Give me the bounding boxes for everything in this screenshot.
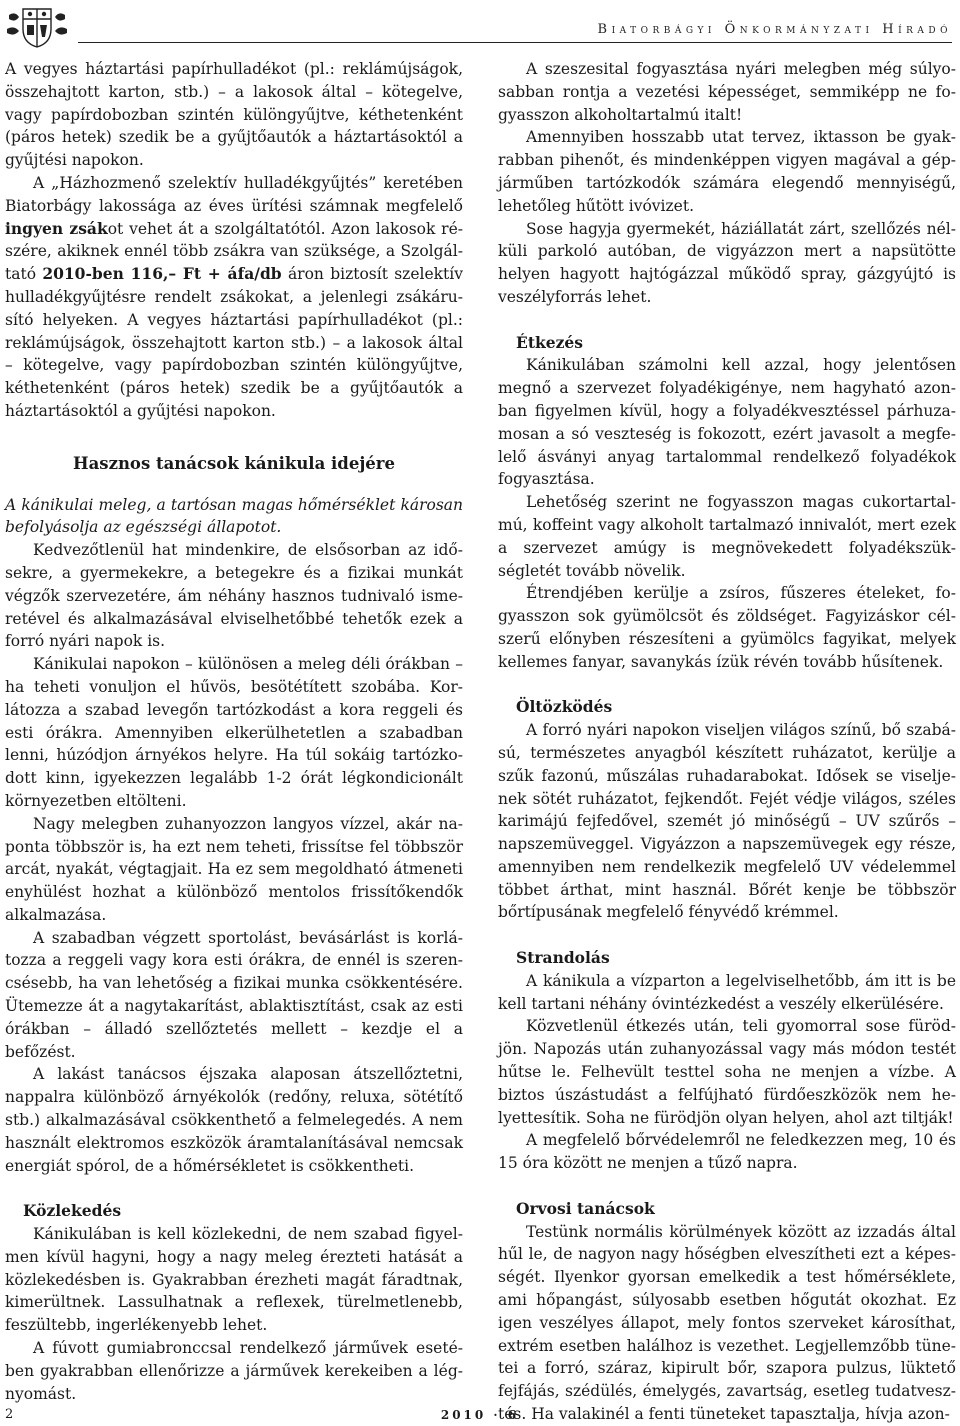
paragraph: Kánikulai napokon – különösen a meleg déli órákban – ha teheti vonuljon el hűvös, besötétített szobába. Korlátozza a szabad levegőn tartózkodást a kora reggeli és esti órákra. Amennyiben elkerülhetetlen a szabadban lenni, húzódjon árnyékos helyre. Ha túl sokáig tartózkodott kinn, igyekezzen legalább 1-2 órát légkondicionált környezetben eltölteni. [5,655,463,810]
bold-text-run: 2010-ben 116,– Ft + áfa/db [42,264,282,284]
paragraph: Közvetlenül étkezés után, teli gyomorral sose fürödjön. Napozás után zuhanyozással vagy más módon testét hűtse le. Felhevült testtel soha ne menjen a vízbe. A biztos úszástudást a felfújható fürdőeszközök nem helyettesítik. Soha ne fürödjön olyan helyen, ahol azt tiltják! [498,1017,956,1127]
coat-of-arms-logo [5,5,69,49]
section-heading-orvosi: Orvosi tanácsok [516,1198,655,1218]
paragraph: A lakást tanácsos éjszaka alaposan átszellőztetni, nappalra különböző árnyékolók (redőny, reluxa, sötétítő stb.) alkalmazásával csökkenthető a felmelegedés. A nem használt elektromos eszközök áramtalanításával nemcsak energiát spórol, de a hőmérsékletet is csökkentheti. [5,1065,463,1175]
text-run: áron biztosít szelektív hulladékgyűjtésre rendelt zsákokat, a jelenlegi zsákárusító helyeken. A vegyes háztartási papírhulladékot (pl.: reklámújságok, összehajtott karton stb.) – a lakosok által – kötegelve, vagy papírdobozban szintén különgyűjtve, kéthetenként (páros hetek) szedik be a gyűjtőautók a háztartásoktól a gyűjtési napokon. [5,265,463,420]
masthead-rule [78,22,952,43]
publication-title: Biatorbágyi Önkormányzati Híradó [588,22,952,37]
paragraph: Kánikulában számolni kell azzal, hogy jelentősen megnő a szervezet folyadékigénye, nem hagyható azonban figyelmen kívül, hogy a folyadékvesztéssel párhuzamosan a só veszteség is fokozott, ezért javasolt a megfelelő ásványi anyag tartalommal rendelkező folyadékok fogyasztása. [498,356,956,489]
paragraph: Nagy melegben zuhanyozzon langyos vízzel, akár naponta többször is, ha ezt nem teheti, frissítse fel többször arcát, nyakát, végtagjait. Ha ez sem megoldható átmeneti enyhülést hozhat a különböző mentolos frissítőkendők alkalmazása. [5,814,463,924]
article-heading: Hasznos tanácsok kánikula idejére [73,453,395,473]
paragraph [5,172,463,423]
article-lead: A kánikulai meleg, a tartósan magas hőmérséklet károsan befolyásolja az egészségi állapotot. [5,495,463,537]
section-heading-oltozkodes: Öltözködés [516,697,613,717]
paragraph: Testünk normális körülmények között az izzadás által hűl le, de nagyon nagy hőségben elveszítheti ezt a képességét. Ilyenkor gyorsan emelkedik a test hőmérséklete, ami hőpangást, súlyosabb esetben hőgutát okozhat. Ez igen veszélyes állapot, mely fontos szerveket károsíthat, extrém esetben halálhoz is vezethet. Legjellemzőbb tünetei a forró, száraz, kipirult bőr, szapora pulzus, lüktető fejfájás, szédülés, émelygés, zavartság, esetleg tudatvesztés. Ha valakinél a fenti tüneteket tapasztalja, hívja azon- [498,1222,956,1424]
paragraph: A szabadban végzett sportolást, bevásárlást is korlátozza a reggeli vagy kora esti órákra, de ennél is szerencsésebb, ha van lehetőség a fizikai munka csökkentésére. Ütemezze át a nagytakarítást, ablaktisztítást, csak az esti órákban – álladó szellőztetés mellett – kezdje el a befőzést. [5,928,463,1061]
paragraph: A szeszesital fogyasztása nyári melegben még súlyosabban rontja a vezetési képességet, semmiképp ne fogyasszon alkoholtartalmú italt! [498,60,956,124]
section-heading-strandolas: Strandolás [516,948,610,968]
right-column [498,58,956,1426]
paragraph: A forró nyári napokon viseljen világos színű, bő szabású, természetes anyagból készített ruházatot, kerülje a szűk fazonú, műszálas ruhadarabokat. Idősek se viseljenek sötét ruházatot, fejkendőt. Fejét védje világos, széles karimájú fejfedővel, szemét jó minőségű – UV szűrős – napszemüveggel. Vigyázzon a napszemüvegek egy része, amennyiben nem rendelkezik megfelelő UV védelemmel többet árthat, mint használ. Bőrét kenje be többször bőrtípusának megfelelő fényvédő krémmel. [498,721,956,922]
paragraph: A megfelelő bőrvédelemről ne feledkezzen meg, 10 és 15 óra között ne menjen a tűző napra. [498,1131,956,1173]
paragraph: Étrendjében kerülje a zsíros, fűszeres ételeket, fogyasszon sok gyümölcsöt és zöldséget. Fagyizáskor célszerű előnyben részesíteni a gyümölcs fagyikat, melyek kellemes fanyar, savanykás ízük révén tovább hűsítenek. [498,584,956,671]
paragraph: Kánikulában is kell közlekedni, de nem szabad figyelmen kívül hagyni, hogy a nagy meleg érezteti hatását a közlekedésben is. Gyakrabban érezheti magát fáradtnak, kimerültnek. Lassulhatnak a reflexek, türelmetlenebb, feszültebb, ingerlékenyebb lehet. [5,1225,463,1335]
text-run: A „Házhozmenő szelektív hulladékgyűjtés” keretében Biatorbágy lakossága az éves ürítési számnak megfelelő [5,173,463,215]
text-run: ot vehet át a szolgáltatótól. Azon lakosok részére, akiknek ennél több zsákra van szüksége, a Szolgáltató [5,219,464,284]
paragraph: A fúvott gumiabronccsal rendelkező járművek esetében gyakrabban ellenőrizze a járművek kerekeiben a légnyomást. [5,1339,463,1403]
section-heading-kozlekedes: Közlekedés [23,1201,122,1221]
paragraph: Amennyiben hosszabb utat tervez, iktasson be gyakrabban pihenőt, és mindenképpen vigyen magával a gépjárműben tartózkodók számára elegendő mennyiségű, lehetőleg hűtött ivóvizet. [498,128,956,215]
paragraph: A vegyes háztartási papírhulladékot (pl.: reklámújságok, összehajtott karton, stb.) – a lakosok által – kötegelve, vagy papírdobozban szintén különgyűjtve, kéthetenként (páros hetek) szedik be a gyűjtőautók a háztartásoktól a gyűjtési napokon. [5,60,463,170]
paragraph: Lehetőség szerint ne fogyasszon magas cukortartalmú, koffeint vagy alkoholt tartalmazó innivalót, mert ezek a szervezet amúgy is megnövekedett folyadékszükségletét tovább növelik. [498,493,956,580]
paragraph: Kedvezőtlenül hat mindenkire, de elsősorban az idősekre, a gyermekekre, a betegekre és a fizikai munkát végzők szervezetére, ám néhány hasznos tudnivaló ismeretével és alkalmazásával elviselhetőbbé tehetők ezek a forró nyári napok is. [5,541,463,651]
paragraph: Sose hagyja gyermekét, háziállatát zárt, szellőzés nélküli parkoló autóban, de vigyázzon mert a napsütötte helyen hagyott hajtógázzal működő spray, gázgyújtó is veszélyforrás lehet. [498,219,956,306]
bold-text-run: ingyen zsák [5,218,108,238]
issue-number: 2010 · 6 [440,1408,520,1422]
left-column [5,58,463,1405]
paragraph: A kánikula a vízparton a legelviselhetőbb, ám itt is be kell tartani néhány óvintézkedést a veszély elkerülésére. [498,971,956,1013]
section-heading-etkezes: Étkezés [516,332,583,352]
page-number: 2 [5,1407,14,1422]
